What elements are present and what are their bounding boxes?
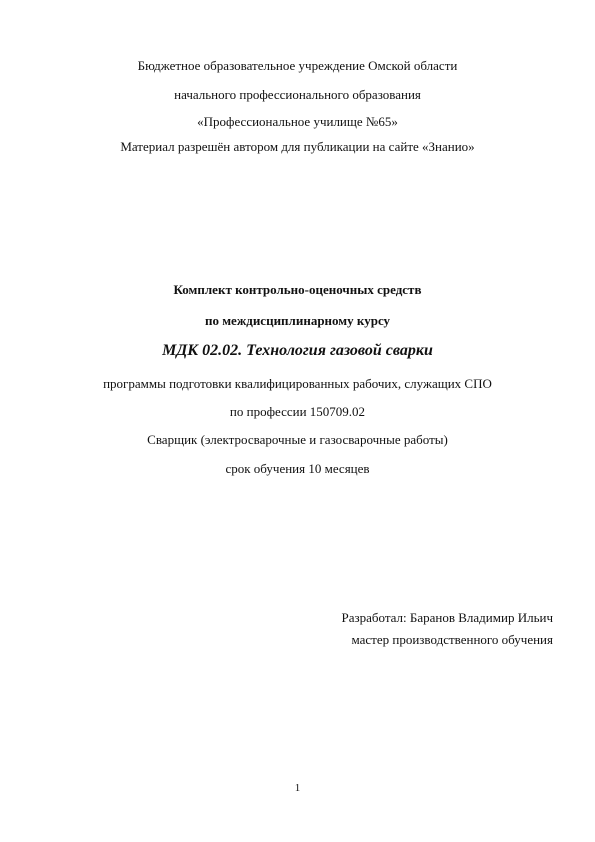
- document-title: Комплект контрольно-оценочных средств: [173, 282, 422, 297]
- author-name: Разработал: Баранов Владимир Ильич: [341, 610, 553, 625]
- header-education-level: начального профессионального образования: [174, 87, 421, 102]
- header-publication-note: Материал разрешён автором для публикации на сайте «Знанио»: [120, 139, 475, 154]
- program-line: программы подготовки квалифицированных рабочих, служащих СПО: [103, 376, 492, 391]
- course-title: МДК 02.02. Технология газовой сварки: [162, 342, 433, 359]
- header-institution: Бюджетное образовательное учреждение Омской области: [137, 58, 458, 73]
- duration-line: срок обучения 10 месяцев: [225, 461, 370, 476]
- specialty-line: Сварщик (электросварочные и газосварочные работы): [147, 432, 448, 447]
- profession-line: по профессии 150709.02: [229, 404, 366, 419]
- header-school-name: «Профессиональное училище №65»: [197, 114, 398, 129]
- page-number: 1: [294, 782, 301, 794]
- author-position: мастер производственного обучения: [351, 632, 553, 647]
- document-subtitle: по междисциплинарному курсу: [204, 313, 391, 328]
